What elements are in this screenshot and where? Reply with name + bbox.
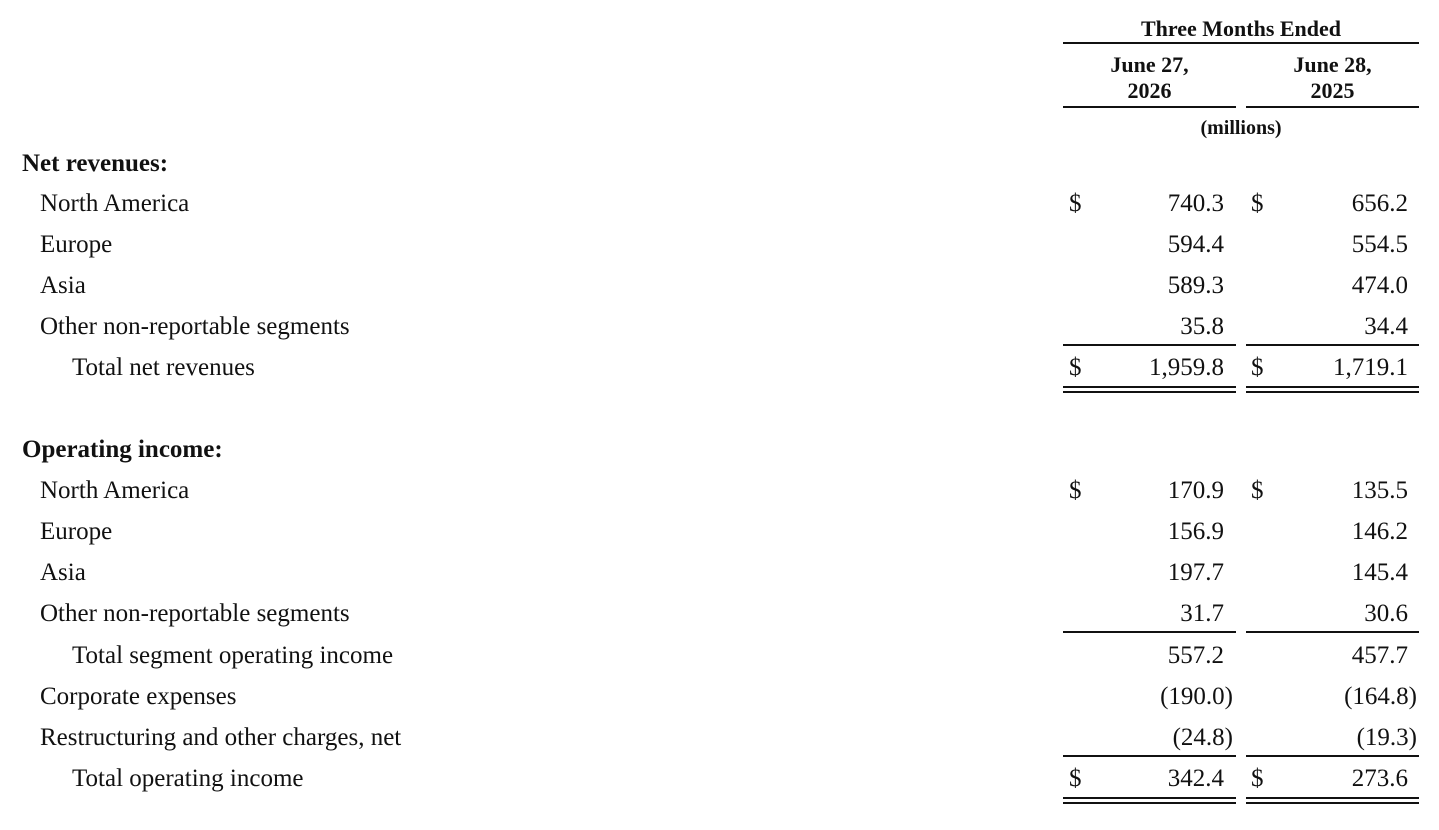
table-row	[0, 681, 1439, 713]
period-header: Three Months Ended	[1140, 16, 1342, 41]
value-2025: 34.4	[1364, 313, 1408, 340]
subtotal-rule	[1246, 344, 1419, 346]
total-double-rule	[1063, 797, 1236, 804]
value-2026: 31.7	[1180, 600, 1224, 627]
value-2026: 170.9	[1167, 477, 1224, 504]
value-2026: 589.3	[1167, 272, 1224, 299]
table-row	[0, 722, 1439, 754]
table-row	[0, 516, 1439, 548]
subtotal-rule	[1063, 344, 1236, 346]
currency-symbol: $	[1069, 190, 1082, 217]
value-2025: 656.2	[1351, 190, 1408, 217]
total-double-rule	[1246, 797, 1419, 804]
row-label: Europe	[40, 231, 113, 258]
currency-symbol: $	[1251, 190, 1264, 217]
value-2025: 145.4	[1351, 559, 1408, 586]
currency-symbol: $	[1069, 354, 1082, 381]
subtotal-rule	[1246, 755, 1419, 757]
column-header-2025-date: June 28,	[1293, 52, 1372, 77]
column-header-2026-year: 2026	[1127, 78, 1172, 103]
row-label: Restructuring and other charges, net	[40, 724, 402, 751]
value-2025: 457.7	[1351, 642, 1408, 669]
value-2026: 342.4	[1167, 765, 1224, 792]
value-2026: (190.0)	[1160, 683, 1233, 710]
value-2025: 1,719.1	[1333, 354, 1408, 381]
total-row	[0, 763, 1439, 795]
value-2025: (164.8)	[1344, 683, 1417, 710]
value-2026: (24.8)	[1172, 724, 1233, 751]
row-label: North America	[40, 477, 190, 504]
table-row	[0, 270, 1439, 302]
row-label: Total segment operating income	[72, 642, 394, 669]
currency-symbol: $	[1251, 765, 1264, 792]
subtotal-rule	[1063, 631, 1236, 633]
value-2025: 273.6	[1351, 765, 1408, 792]
value-2026: 156.9	[1167, 518, 1224, 545]
column-2-header-rule	[1246, 106, 1419, 108]
value-2026: 1,959.8	[1149, 354, 1224, 381]
column-header-2026-date: June 27,	[1110, 52, 1189, 77]
column-header-2026	[1063, 52, 1236, 104]
value-2025: 135.5	[1351, 477, 1408, 504]
row-label: North America	[40, 190, 190, 217]
value-2026: 197.7	[1167, 559, 1224, 586]
total-row	[0, 352, 1439, 384]
row-label: Corporate expenses	[40, 683, 237, 710]
row-label: Other non-reportable segments	[40, 313, 350, 340]
row-label: Asia	[40, 272, 86, 299]
value-2025: 30.6	[1364, 600, 1408, 627]
units-label: (millions)	[1200, 117, 1282, 139]
value-2025: 474.0	[1351, 272, 1408, 299]
row-label: Other non-reportable segments	[40, 600, 350, 627]
row-label: Asia	[40, 559, 86, 586]
currency-symbol: $	[1251, 477, 1264, 504]
total-double-rule	[1246, 386, 1419, 393]
section-title: Net revenues:	[22, 150, 169, 177]
column-header-2025-year: 2025	[1310, 78, 1355, 103]
section-title-net-revenues	[0, 148, 1439, 180]
value-2025: 146.2	[1351, 518, 1408, 545]
table-row	[0, 311, 1439, 343]
table-row	[0, 557, 1439, 589]
currency-symbol: $	[1251, 354, 1264, 381]
header-rule	[1063, 42, 1419, 44]
value-2026: 557.2	[1167, 642, 1224, 669]
currency-symbol: $	[1069, 765, 1082, 792]
row-label: Total operating income	[72, 765, 304, 792]
row-label: Total net revenues	[72, 354, 255, 381]
value-2026: 35.8	[1180, 313, 1224, 340]
value-2025: 554.5	[1351, 231, 1408, 258]
table-row	[0, 229, 1439, 261]
table-row	[0, 598, 1439, 630]
value-2025: (19.3)	[1356, 724, 1417, 751]
subtotal-rule	[1063, 755, 1236, 757]
column-header-2025	[1246, 52, 1419, 104]
value-2026: 740.3	[1167, 190, 1224, 217]
table-row	[0, 188, 1439, 220]
section-title: Operating income:	[22, 436, 223, 463]
total-double-rule	[1063, 386, 1236, 393]
table-row	[0, 475, 1439, 507]
currency-symbol: $	[1069, 477, 1082, 504]
section-title-operating-income	[0, 434, 1439, 466]
table-row	[0, 640, 1439, 672]
row-label: Europe	[40, 518, 113, 545]
column-1-header-rule	[1063, 106, 1236, 108]
subtotal-rule	[1246, 631, 1419, 633]
value-2026: 594.4	[1167, 231, 1224, 258]
